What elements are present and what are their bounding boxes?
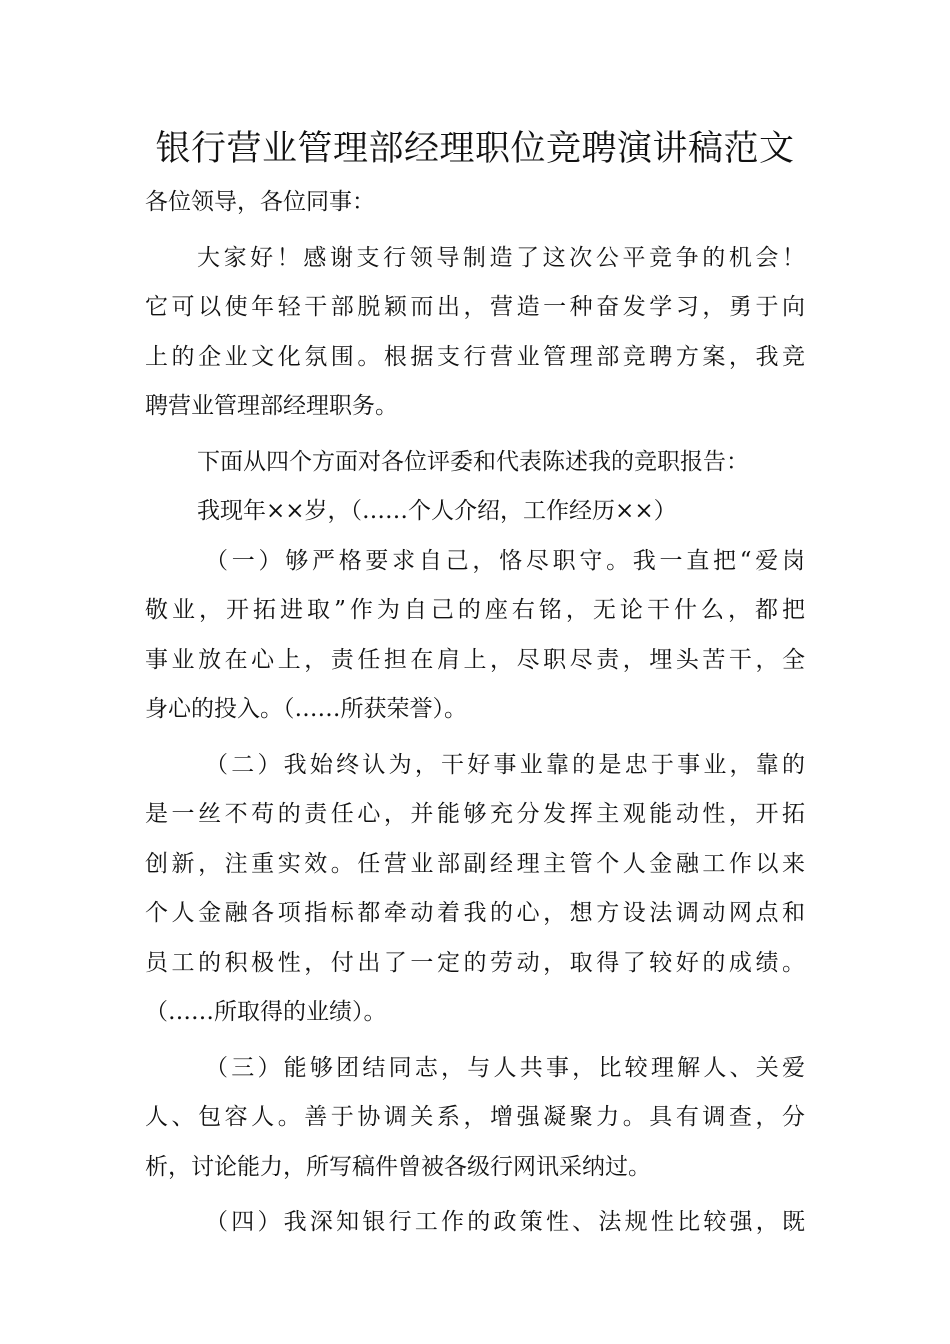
document-title: 银行营业管理部经理职位竞聘演讲稿范文 <box>155 129 795 169</box>
body-line: 是一丝不苟的责任心，并能够充分发挥主观能动性，开拓 <box>145 801 805 827</box>
body-line: 人、包容人。善于协调关系，增强凝聚力。具有调查，分 <box>145 1104 805 1130</box>
body-line: （……所取得的业绩）。 <box>145 999 387 1025</box>
body-line: 它可以使年轻干部脱颖而出，营造一种奋发学习，勇于向 <box>145 294 805 320</box>
body-line: 我现年××岁，（……个人介绍，工作经历××） <box>197 498 677 524</box>
body-line: 身心的投入。（……所获荣誉）。 <box>145 696 467 722</box>
document-body <box>145 178 805 1248</box>
salutation: 各位领导，各位同事： <box>145 189 375 215</box>
body-line: 创新，注重实效。任营业部副经理主管个人金融工作以来 <box>145 850 805 877</box>
body-line: 事业放在心上，责任担在肩上，尽职尽责，埋头苦干，全 <box>145 646 805 673</box>
body-line: （三）能够团结同志，与人共事，比较理解人、关爱 <box>205 1054 805 1081</box>
body-line: 敬业，开拓进取”作为自己的座右铭，无论干什么，都把 <box>145 597 805 623</box>
body-line: 上的企业文化氛围。根据支行营业管理部竞聘方案，我竞 <box>145 343 805 370</box>
body-line: （一）够严格要求自己，恪尽职守。我一直把“爱岗 <box>205 547 805 574</box>
body-line: 大家好！感谢支行领导制造了这次公平竞争的机会！ <box>197 244 805 271</box>
body-line: 析，讨论能力，所写稿件曾被各级行网讯采纳过。 <box>145 1153 651 1180</box>
body-line: （二）我始终认为，干好事业靠的是忠于事业，靠的 <box>205 751 805 778</box>
body-line: 聘营业管理部经理职务。 <box>145 393 398 419</box>
body-line: 个人金融各项指标都牵动着我的心，想方设法调动网点和 <box>145 900 805 926</box>
body-line: 下面从四个方面对各位评委和代表陈述我的竞职报告： <box>197 448 749 475</box>
body-line: （四）我深知银行工作的政策性、法规性比较强，既 <box>205 1209 805 1235</box>
body-line: 员工的积极性，付出了一定的劳动，取得了较好的成绩。 <box>145 949 805 976</box>
